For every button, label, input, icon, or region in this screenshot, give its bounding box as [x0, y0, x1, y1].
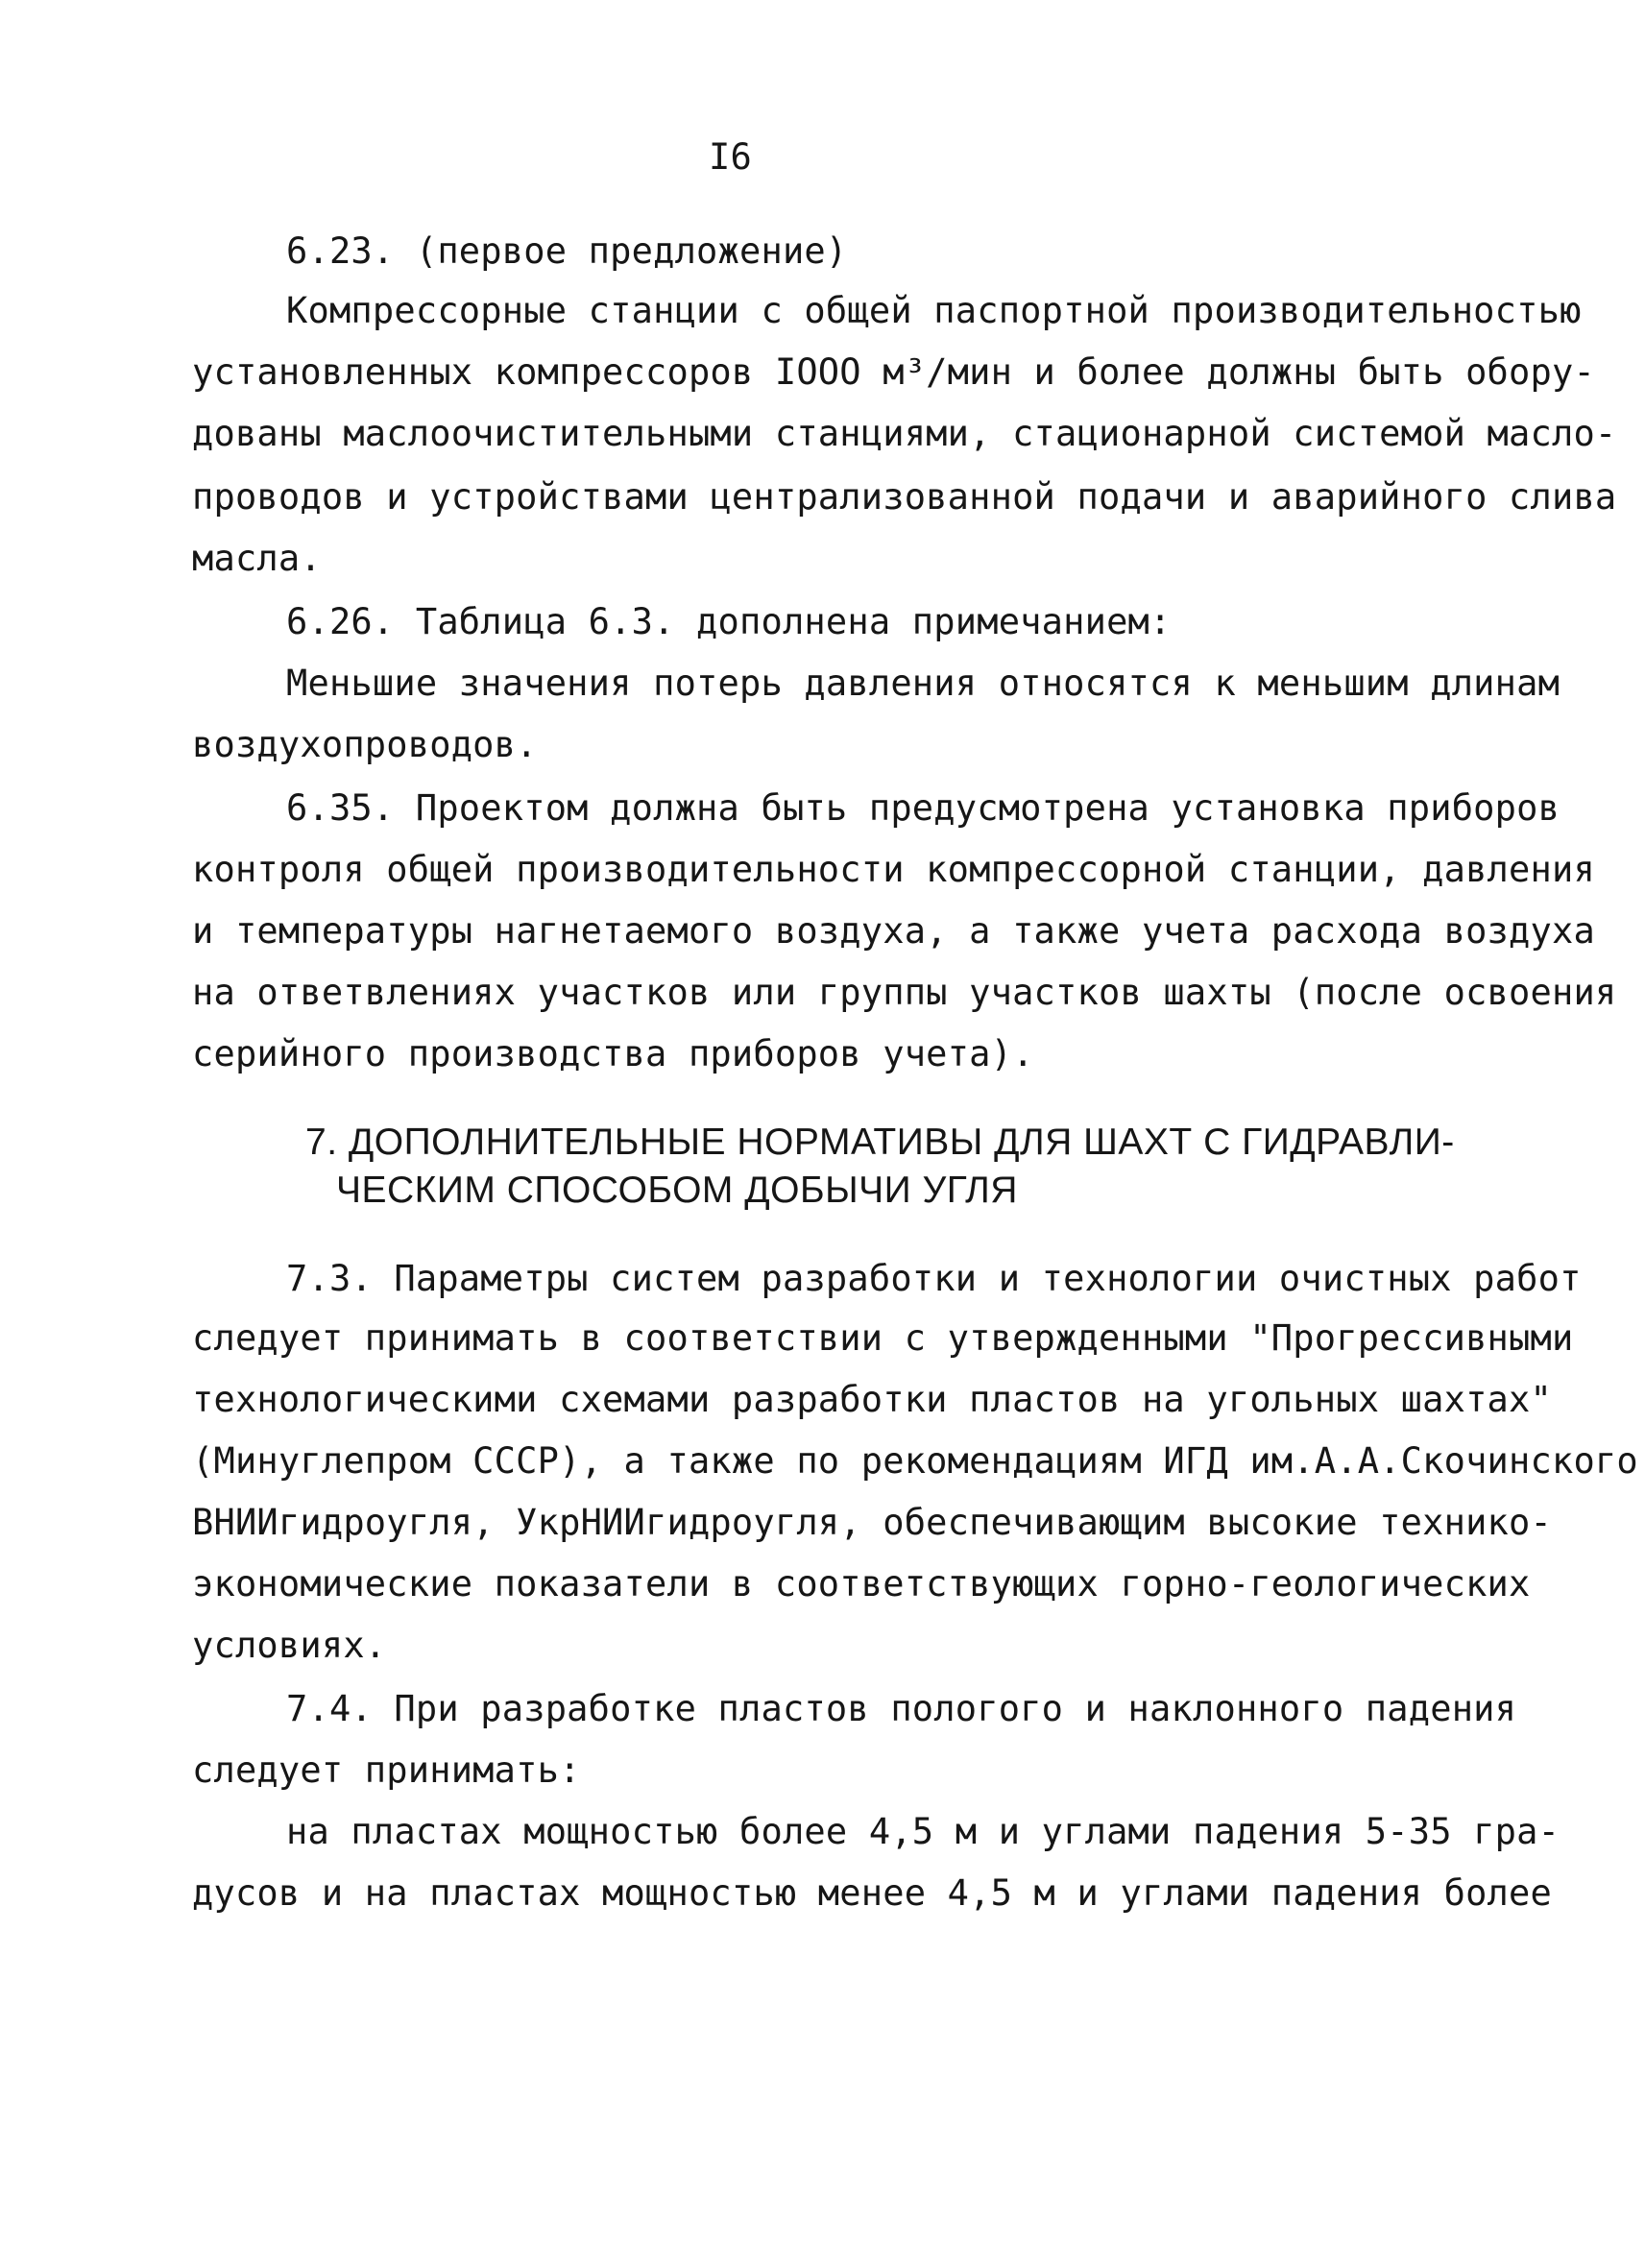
section-7-heading-line-1: 7. ДОПОЛНИТЕЛЬНЫЕ НОРМАТИВЫ ДЛЯ ШАХТ С ГИДРАВЛИ-: [305, 1122, 1455, 1163]
text-line: Компрессорные станции с общей паспортной производительностью: [286, 290, 1582, 331]
text-line: масла.: [192, 538, 322, 579]
text-line: воздухопроводов.: [192, 724, 538, 765]
section-7-heading-line-2: ЧЕСКИМ СПОСОБОМ ДОБЫЧИ УГЛЯ: [336, 1170, 1018, 1211]
text-line: ВНИИгидроугля, УкрНИИгидроугля, обеспечивающим высокие технико-: [192, 1502, 1552, 1543]
page-number: I6: [709, 136, 752, 178]
text-line: следует принимать в соответствии с утвержденными "Прогрессивными: [192, 1317, 1574, 1359]
clause-7-4: 7.4. При разработке пластов пологого и наклонного падения: [286, 1688, 1517, 1729]
text-line: экономические показатели в соответствующих горно-геологических: [192, 1563, 1531, 1604]
text-line: на ответвлениях участков или группы участков шахты (после освоения: [192, 972, 1617, 1013]
text-line: проводов и устройствами централизованной подачи и аварийного слива: [192, 476, 1617, 518]
clause-6-35: 6.35. Проектом должна быть предусмотрена установка приборов: [286, 787, 1560, 829]
text-line: и температуры нагнетаемого воздуха, а также учета расхода воздуха: [192, 910, 1595, 952]
text-line: дусов и на пластах мощностью менее 4,5 м и углами падения более: [192, 1872, 1552, 1914]
text-line: Меньшие значения потерь давления относятся к меньшим длинам: [286, 663, 1560, 704]
text-line: установленных компрессоров IООО м³/мин и более должны быть обору-: [192, 351, 1595, 393]
text-line: технологическими схемами разработки пластов на угольных шахтах": [192, 1379, 1552, 1420]
text-line: контроля общей производительности компрессорной станции, давления: [192, 849, 1595, 890]
clause-6-23-title: 6.23. (первое предложение): [286, 230, 848, 272]
clause-7-3: 7.3. Параметры систем разработки и технологии очистных работ: [286, 1258, 1582, 1299]
text-line: серийного производства приборов учета).: [192, 1033, 1034, 1074]
text-line: (Минуглепром СССР), а также по рекомендациям ИГД им.А.А.Скочинского: [192, 1440, 1638, 1482]
text-line: на пластах мощностью более 4,5 м и углами падения 5-35 гра-: [286, 1811, 1560, 1852]
clause-6-26: 6.26. Таблица 6.3. дополнена примечанием:: [286, 601, 1172, 642]
text-line: дованы маслоочистительными станциями, стационарной системой масло-: [192, 413, 1617, 454]
text-line: условиях.: [192, 1625, 387, 1666]
text-line: следует принимать:: [192, 1749, 581, 1791]
